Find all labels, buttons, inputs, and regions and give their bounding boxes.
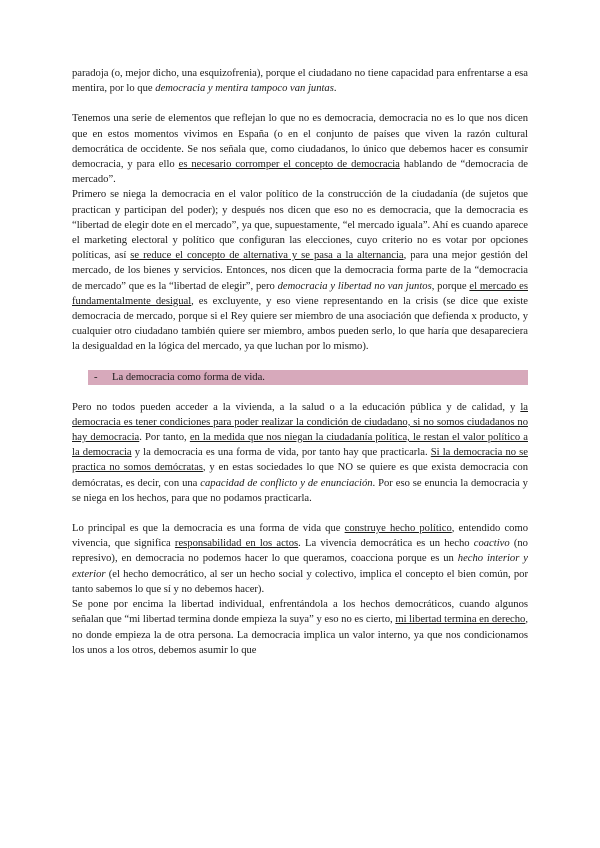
underlined-phrase: mi libertad termina en derecho [395,614,526,626]
underlined-phrase: se reduce el concepto de alternativa y se pasa a la alternancia [130,250,404,262]
section-heading [88,370,528,385]
emphasis: democracia y mentira tampoco van juntas [155,83,334,95]
paragraph-1: paradoja (o, mejor dicho, una esquizofrenia), porque el ciudadano no tiene capacidad para enfrentarse a esa mentira, por lo que democracia y mentira tampoco van juntas. [72,68,528,95]
heading-text: La democracia como forma de vida. [112,371,265,383]
underlined-phrase: la democracia es tener condiciones para poder realizar la condición de ciudadano, si no somos ciudadanos no hay democracia [72,401,528,444]
emphasis: capacidad de conflicto y de enunciación [200,477,373,489]
emphasis: hecho interior y exterior [72,553,528,580]
underlined-phrase: construye hecho político [344,523,452,535]
underlined-phrase: en la medida que nos niegan la ciudadanía política, le restan el valor político a la democracia [72,432,528,459]
underlined-phrase: responsabilidad en los actos [174,538,299,550]
heading-bullet: - [94,371,98,383]
paragraph-5: Lo principal es que la democracia es una forma de vida que construye hecho político, entendido como vivencia, que significa responsabilidad en los actos. La vivencia democrática es un hecho coactivo (no represivo), en democracia no podemos hacer lo que queramos, coacciona porque es un hecho interior y exterior (el hecho democrático, al ser un hecho social y colectivo, implica el concepto el bien común, por tanto sabemos lo que sí y no debemos hacer). [72,523,528,595]
emphasis: democracia y libertad no van juntos [277,280,432,292]
paragraph-4: Pero no todos pueden acceder a la vivienda, a la salud o a la educación pública y de calidad, y la democracia es tener condiciones para poder realizar la condición de ciudadano, si no somos ciudadanos no hay democracia. Por tanto, en la medida que nos niegan la ciudadanía política, le restan el valor político a la democracia y la democracia es una forma de vida, por tanto hay que practicarla. Si la democracia no se practica no somos demócratas, y en estas sociedades lo que NO se quiere es que exista democracia con demócratas, es decir, con una capacidad de conflicto y de enunciación. Por eso se enuncia la democracia y se niega en los hechos, para que no podamos practicarla. [72,401,529,504]
underlined-phrase: el mercado es fundamentalmente desigual [72,280,528,307]
document-body [72,66,528,658]
underlined-phrase: Si la democracia no se practica no somos demócratas [72,447,528,474]
paragraph-3: Primero se niega la democracia en el valor político de la construcción de la ciudadanía (de sujetos que practican y participan del poder); y después nos dicen que eso no es democracia, que la democracia es “libertad de elegir dote en el mercado”, ya que, supuestamente, “el mercado iguala”. Ahí es cuando aparece el marketing electoral y político que configuran las elecciones, cuyo criterio no es votar por opciones políticas, así se reduce el concepto de alternativa y se pasa a la alternancia, para una mejor gestión del mercado, de los bienes y servicios. Entonces, nos dicen que la democracia forma parte de la “democracia de mercado” que es la “libertad de elegir”, pero democracia y libertad no van juntos, porque el mercado es fundamentalmente desigual, es excluyente, y eso viene representando en la crisis (se dice que existe democracia de mercado, porque si el Rey quiere ser miembro de una asociación que defienda x producto, y cualquier otro ciudadano también quiere ser miembro, ambos pueden serlo, lo que haría que desapareciera la desigualdad en la lógica del mercado, ya que luchan por lo mismo). [72,189,528,353]
paragraph-6: Se pone por encima la libertad individual, enfrentándola a los hechos democráticos, cuando algunos señalan que “mi libertad termina donde empieza la suya” y eso no es cierto, mi libertad termina en derecho, no donde empieza la de otra persona. La democracia implica un valor interno, ya que nos condicionamos los unos a los otros, debemos asumir lo que [72,599,529,656]
emphasis: coactivo [473,538,510,550]
underlined-phrase: es necesario corromper el concepto de democracia [178,159,400,171]
paragraph-2: Tenemos una serie de elementos que reflejan lo que no es democracia, democracia no es lo que nos dicen que en estos momentos vivimos en España (o en el conjunto de países que viven la razón cultural democrática de occidente. Se nos señala que, como ciudadanos, lo único que debemos hacer es consumir democracia, y para ello es necesario corromper el concepto de democracia hablando de “democracia de mercado”. [72,113,528,186]
